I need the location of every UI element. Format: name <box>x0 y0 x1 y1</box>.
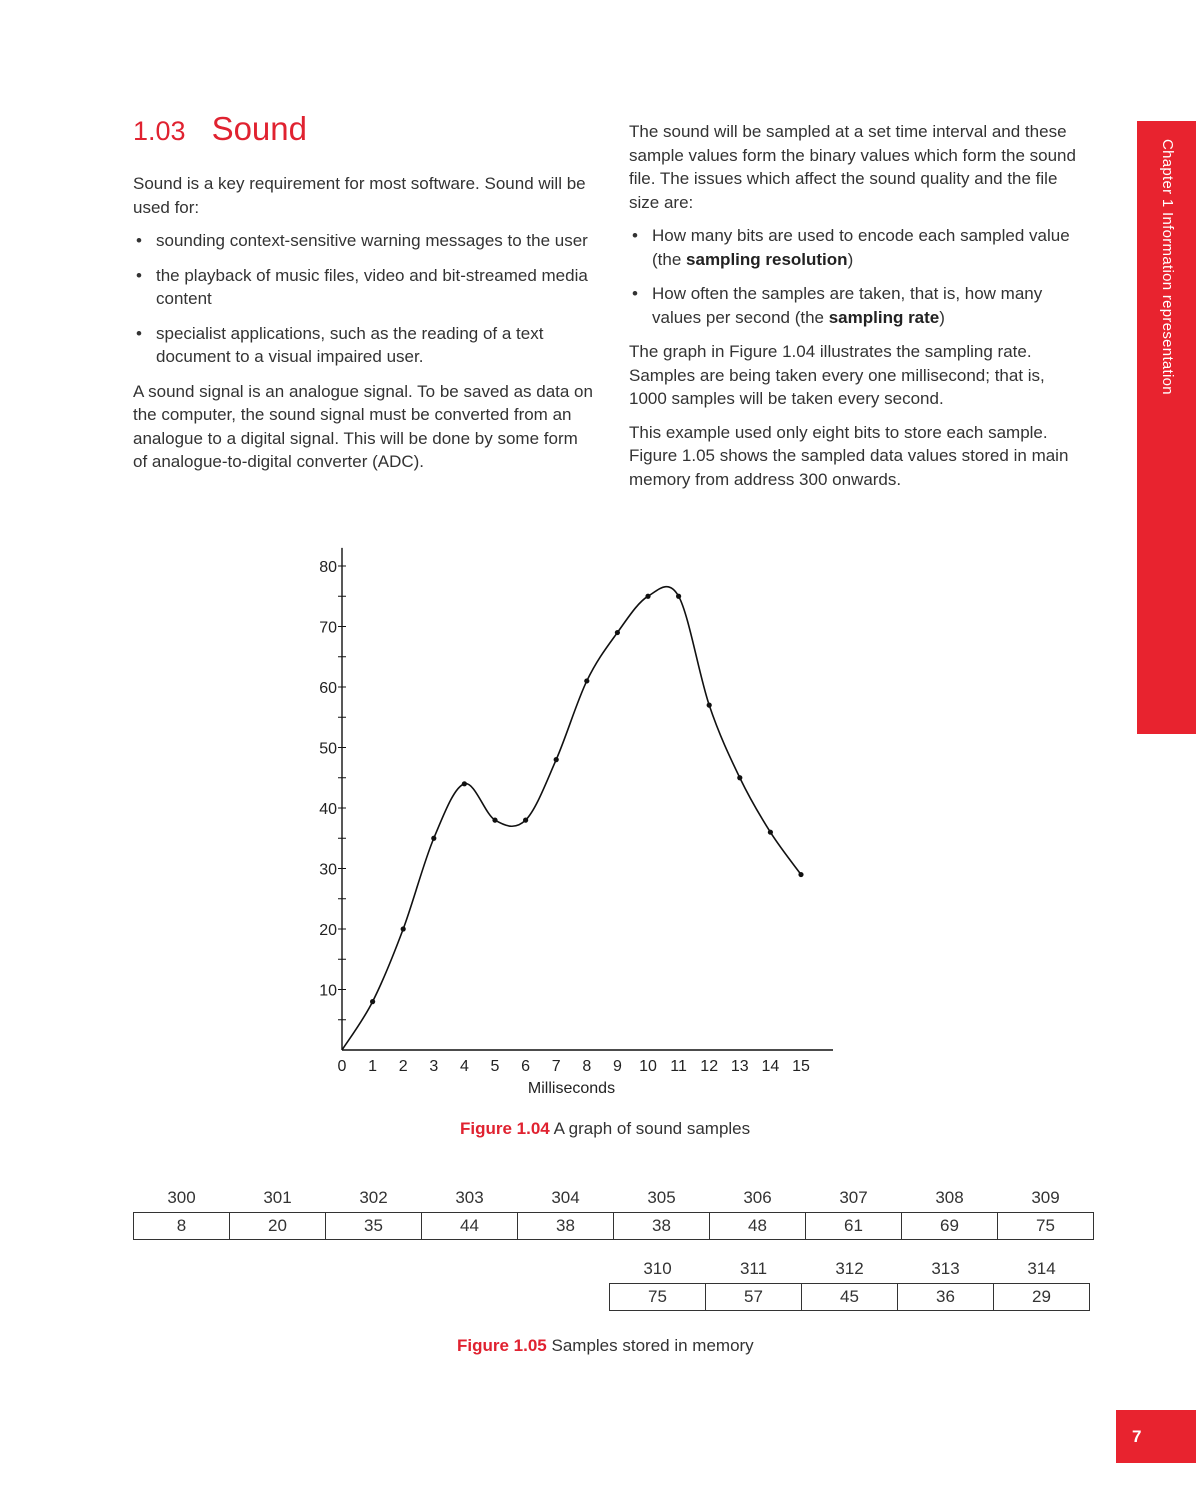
section-heading <box>133 110 307 148</box>
memory-address: 307 <box>839 1188 868 1207</box>
memory-address: 303 <box>455 1188 484 1207</box>
memory-value: 75 <box>610 1284 706 1311</box>
x-tick-label: 15 <box>792 1058 810 1075</box>
term-sampling-rate: sampling rate <box>828 307 940 327</box>
sample-point <box>431 836 436 841</box>
x-tick-label: 12 <box>700 1058 719 1075</box>
y-tick-label: 50 <box>319 740 337 758</box>
x-tick-label: 7 <box>551 1058 561 1075</box>
x-tick-label: 0 <box>337 1058 347 1075</box>
x-tick-label: 6 <box>521 1058 531 1075</box>
bullet-text-end: ) <box>939 307 945 327</box>
page-number: 7 <box>1116 1410 1196 1463</box>
memory-value: 8 <box>134 1213 230 1240</box>
memory-value: 35 <box>326 1213 422 1240</box>
usage-list <box>133 229 595 369</box>
y-tick-label: 30 <box>319 861 337 879</box>
list-item: • specialist applications, such as the reading of a text document to a visual impaired user. <box>133 322 595 369</box>
sampling-rate-paragraph: The graph in Figure 1.04 illustrates the sampling rate. Samples are being taken every one millisecond; that is, 1000 samples will be taken every second. <box>629 342 1045 408</box>
section-number: 1.03 <box>133 116 186 146</box>
sample-point <box>676 594 681 599</box>
x-tick-label: 4 <box>459 1058 469 1075</box>
figure-1-05-caption <box>457 1336 754 1356</box>
adc-paragraph: A sound signal is an analogue signal. To be saved as data on the computer, the sound signal must be converted from an analogue to a digital signal. This will be done by some form of analogue-to-digital converter (ADC). <box>133 381 593 471</box>
memory-address: 308 <box>935 1188 964 1207</box>
figure-label: Figure 1.04 <box>460 1119 550 1138</box>
y-tick-label: 80 <box>319 559 337 576</box>
memory-address: 310 <box>643 1259 672 1278</box>
memory-address: 311 <box>739 1259 768 1278</box>
list-item <box>629 282 1085 329</box>
left-intro: Sound is a key requirement for most software. Sound will be used for: <box>133 174 586 217</box>
list-item <box>629 224 1085 271</box>
bullet-text: How many bits are used to encode each sampled value (the <box>652 226 1070 269</box>
x-axis-label: Milliseconds <box>527 1080 616 1097</box>
memory-table-row1 <box>133 1184 1094 1240</box>
memory-value: 44 <box>422 1213 518 1240</box>
memory-address: 301 <box>263 1188 292 1207</box>
x-tick-label: 1 <box>368 1058 378 1075</box>
memory-address: 312 <box>835 1259 864 1278</box>
y-tick-label: 10 <box>319 982 337 1000</box>
sample-curve <box>342 587 801 1050</box>
sample-point <box>645 594 650 599</box>
memory-paragraph: This example used only eight bits to store each sample. Figure 1.05 shows the sampled data values stored in main memory from address 300 onwards. <box>629 422 1069 489</box>
figure-1-04-caption <box>460 1119 750 1139</box>
y-tick-label: 40 <box>319 801 337 818</box>
sample-point <box>798 872 803 877</box>
memory-table-row2 <box>609 1255 1090 1311</box>
sound-samples-chart <box>300 540 860 1100</box>
memory-address: 306 <box>743 1188 772 1207</box>
sample-point <box>492 818 497 823</box>
sample-point <box>370 999 375 1004</box>
bullet-text: How often the samples are taken, that is, how many values per second (the <box>652 284 1043 327</box>
chapter-tab-label-wrap <box>1137 121 1196 734</box>
right-column <box>629 120 1085 501</box>
memory-value: 38 <box>518 1213 614 1240</box>
memory-address: 313 <box>931 1259 960 1278</box>
x-tick-label: 3 <box>429 1058 439 1075</box>
memory-address: 305 <box>647 1188 676 1207</box>
section-title: Sound <box>211 110 307 147</box>
x-tick-label: 9 <box>612 1058 622 1075</box>
sample-point <box>462 781 467 786</box>
bullet-text-end: ) <box>847 249 854 269</box>
figure-caption-text: A graph of sound samples <box>553 1119 751 1138</box>
memory-value: 57 <box>706 1284 802 1311</box>
memory-address: 314 <box>1027 1259 1056 1278</box>
memory-address: 302 <box>359 1188 388 1207</box>
x-tick-label: 14 <box>761 1058 780 1075</box>
memory-value: 45 <box>802 1284 898 1311</box>
memory-value: 38 <box>614 1213 710 1240</box>
memory-address: 309 <box>1031 1188 1060 1207</box>
y-tick-label: 20 <box>319 922 337 939</box>
chapter-tab-label: Chapter 1 Information representation <box>1159 139 1176 395</box>
memory-value: 29 <box>994 1284 1090 1311</box>
x-tick-label: 13 <box>730 1058 749 1075</box>
sample-point <box>523 818 528 823</box>
sample-point <box>768 830 773 835</box>
right-intro: The sound will be sampled at a set time interval and these sample values form the binary values which form the sound file. The issues which affect the sound quality and the file size are: <box>629 122 1076 212</box>
sample-point <box>584 678 589 683</box>
x-tick-label: 11 <box>670 1058 687 1075</box>
x-tick-label: 2 <box>398 1058 408 1075</box>
x-tick-label: 5 <box>490 1058 500 1075</box>
sample-point <box>707 703 712 708</box>
y-tick-label: 60 <box>319 680 337 697</box>
memory-value: 36 <box>898 1284 994 1311</box>
list-item: • sounding context-sensitive warning messages to the user <box>133 229 595 253</box>
memory-value: 75 <box>998 1213 1094 1240</box>
x-tick-label: 10 <box>639 1058 657 1075</box>
memory-value: 61 <box>806 1213 902 1240</box>
sample-point <box>401 926 406 931</box>
figure-label: Figure 1.05 <box>457 1336 547 1355</box>
sample-point <box>554 757 559 762</box>
memory-value: 20 <box>230 1213 326 1240</box>
memory-value: 48 <box>710 1213 806 1240</box>
sample-point <box>737 775 742 780</box>
memory-value: 69 <box>902 1213 998 1240</box>
issues-list <box>629 224 1085 329</box>
figure-caption-text: Samples stored in memory <box>551 1336 754 1355</box>
term-sampling-resolution: sampling resolution <box>686 249 848 269</box>
left-column <box>133 172 595 484</box>
sample-point <box>615 630 620 635</box>
list-item: • the playback of music files, video and bit-streamed media content <box>133 264 595 311</box>
y-tick-label: 70 <box>319 619 337 637</box>
memory-address: 304 <box>551 1188 580 1207</box>
x-tick-label: 8 <box>582 1058 592 1075</box>
memory-address: 300 <box>167 1188 196 1207</box>
